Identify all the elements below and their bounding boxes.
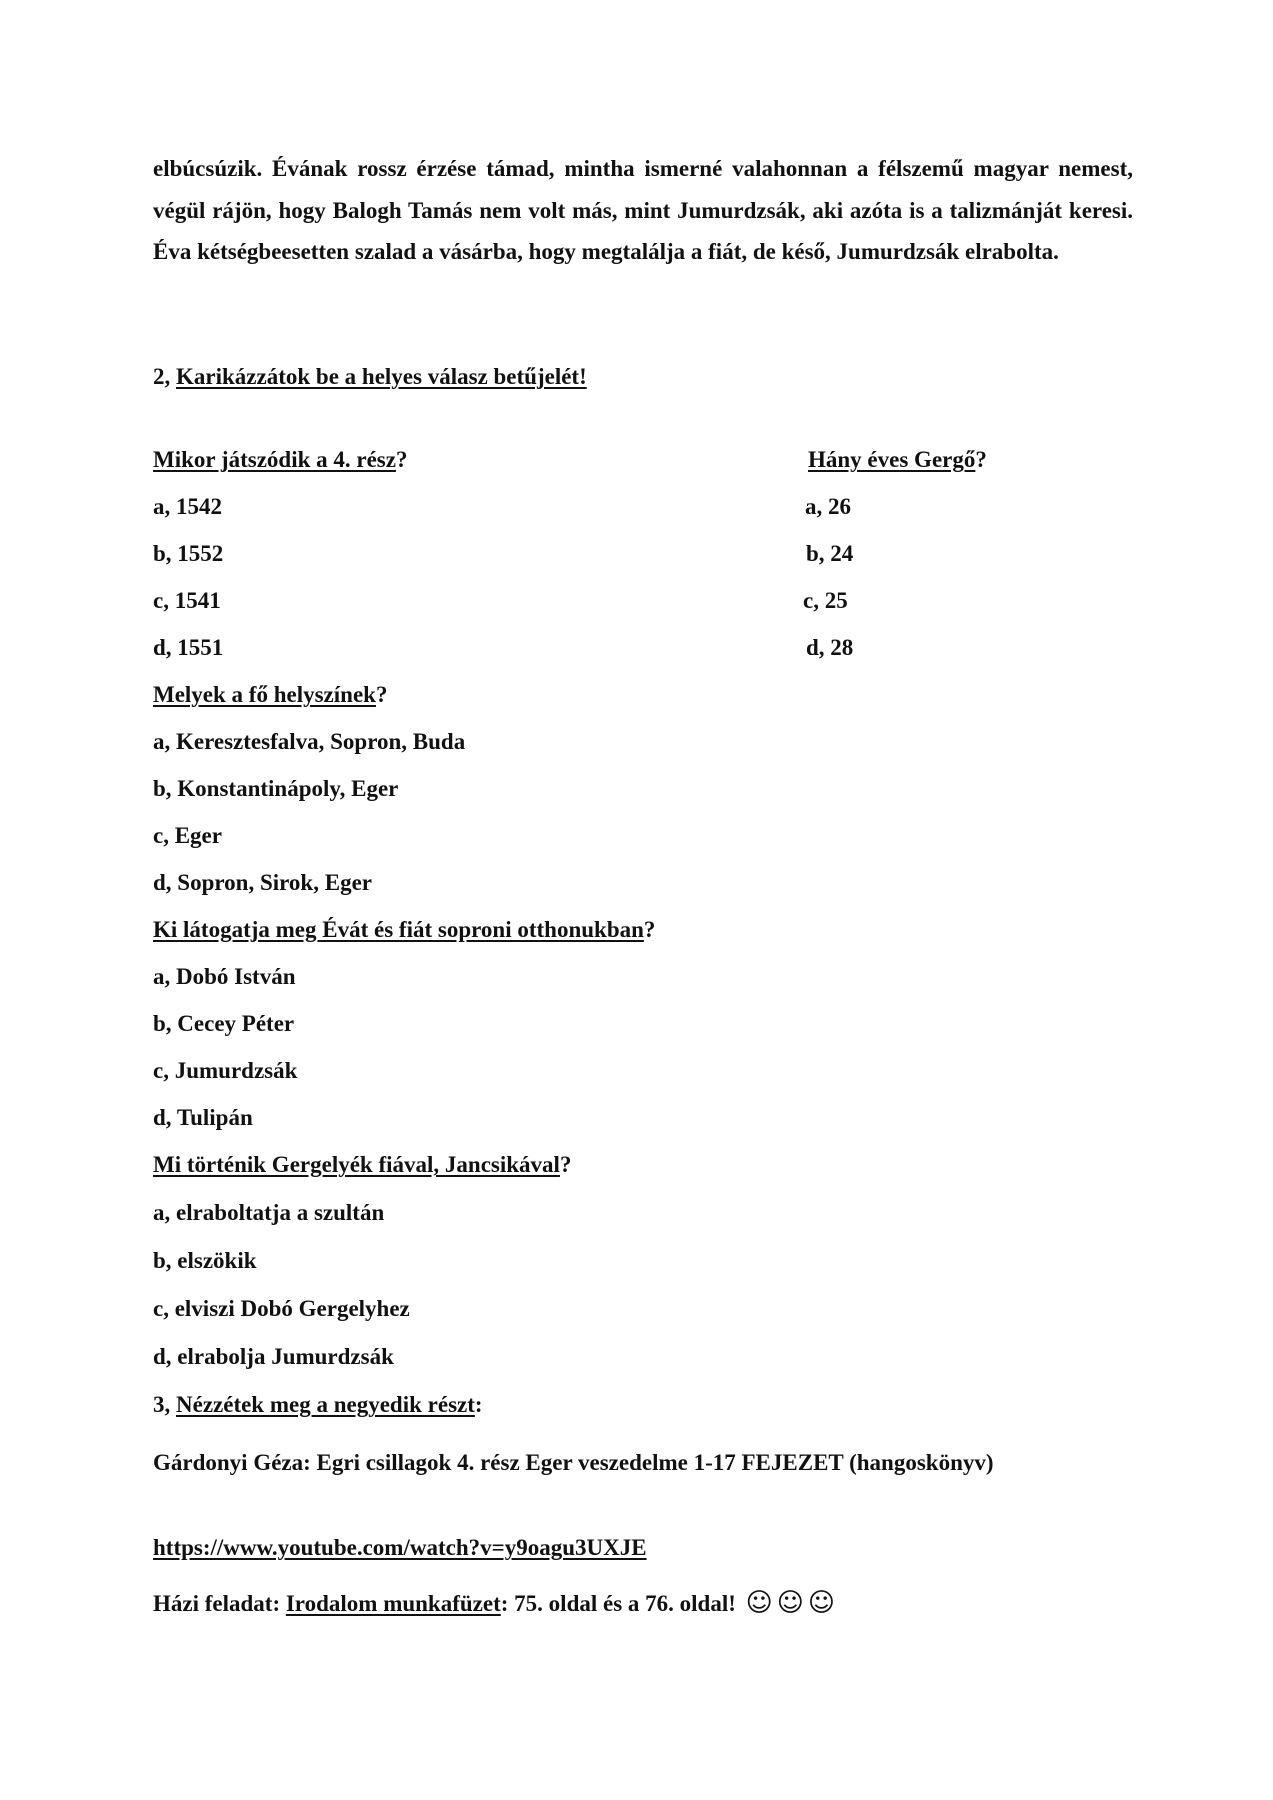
question-3-option-b: b, Konstantinápoly, Eger (153, 776, 399, 801)
question-4-option-d: d, Tulipán (153, 1105, 253, 1130)
task2-heading (153, 364, 587, 390)
question-3-option-a: a, Keresztesfalva, Sopron, Buda (153, 729, 466, 754)
task3-instruction: Nézzétek meg a negyedik részt (176, 1392, 475, 1417)
smiley-icon: ☺ (807, 1588, 835, 1618)
question-5-text: Mi történik Gergelyék fiával, Jancsikával (153, 1152, 560, 1177)
task3-source: Gárdonyi Géza: Egri csillagok 4. rész Eger veszedelme 1-17 FEJEZET (hangoskönyv) (153, 1450, 994, 1475)
question-3-option-d: d, Sopron, Sirok, Eger (153, 870, 372, 895)
intro-paragraph: elbúcsúzik. Évának rossz érzése támad, mintha ismerné valahonnan a félszemű magyar nemest, végül rájön, hogy Balogh Tamás nem volt más, mint Jumurdzsák, aki azóta is a talizmánját keresi. Éva kétségbeesetten szalad a vásárba, hogy megtalálja a fiát, de késő, Jumurdzsák elrabolta. (153, 156, 1133, 264)
question-4-text: Ki látogatja meg Évát és fiát soproni otthonukban (153, 917, 644, 942)
youtube-link[interactable]: https://www.youtube.com/watch?v=y9oagu3UXJE (153, 1535, 647, 1560)
task2-number: 2, (153, 364, 176, 389)
question-5-option-d: d, elrabolja Jumurdzsák (153, 1344, 394, 1369)
question-2-option-d: d, 28 (806, 635, 854, 660)
question-3-option-c: c, Eger (153, 823, 222, 848)
question-4-option-b: b, Cecey Péter (153, 1011, 295, 1036)
homework-label: Házi feladat: (153, 1591, 286, 1616)
question-2-text: Hány éves Gergő (808, 447, 976, 472)
question-4: Ki látogatja meg Évát és fiát soproni otthonukban? (153, 917, 656, 942)
smiley-icon: ☺ (745, 1588, 773, 1618)
smiley-icon: ☺ (776, 1588, 804, 1618)
question-4-option-c: c, Jumurdzsák (153, 1058, 298, 1083)
question-1: Mikor játszódik a 4. rész? (153, 447, 408, 472)
question-1-option-c: c, 1541 (153, 588, 221, 613)
question-3-text: Melyek a fő helyszínek (153, 682, 376, 707)
question-1-option-a: a, 1542 (153, 494, 222, 519)
homework-line (153, 1588, 835, 1618)
question-1-option-b: b, 1552 (153, 541, 224, 566)
task3-heading: 3, Nézzétek meg a negyedik részt: (153, 1392, 483, 1417)
question-1-text: Mikor játszódik a 4. rész (153, 447, 396, 472)
question-2-option-a: a, 26 (805, 494, 851, 519)
task2-instruction: Karikázzátok be a helyes válasz betűjelét! (176, 364, 587, 389)
task3-number: 3, (153, 1392, 176, 1417)
question-3: Melyek a fő helyszínek? (153, 682, 388, 707)
question-2-option-b: b, 24 (806, 541, 854, 566)
question-1-option-d: d, 1551 (153, 635, 224, 660)
homework-pages: : 75. oldal és a 76. oldal! (500, 1591, 742, 1616)
question-5-option-a: a, elraboltatja a szultán (153, 1200, 385, 1225)
question-5-option-c: c, elviszi Dobó Gergelyhez (153, 1296, 410, 1321)
question-2-option-c: c, 25 (803, 588, 848, 613)
question-5-option-b: b, elszökik (153, 1248, 257, 1273)
homework-book: Irodalom munkafüzet (285, 1591, 501, 1616)
question-2: Hány éves Gergő? (808, 447, 987, 472)
question-5: Mi történik Gergelyék fiával, Jancsikával? (153, 1152, 572, 1177)
question-4-option-a: a, Dobó István (153, 964, 296, 989)
